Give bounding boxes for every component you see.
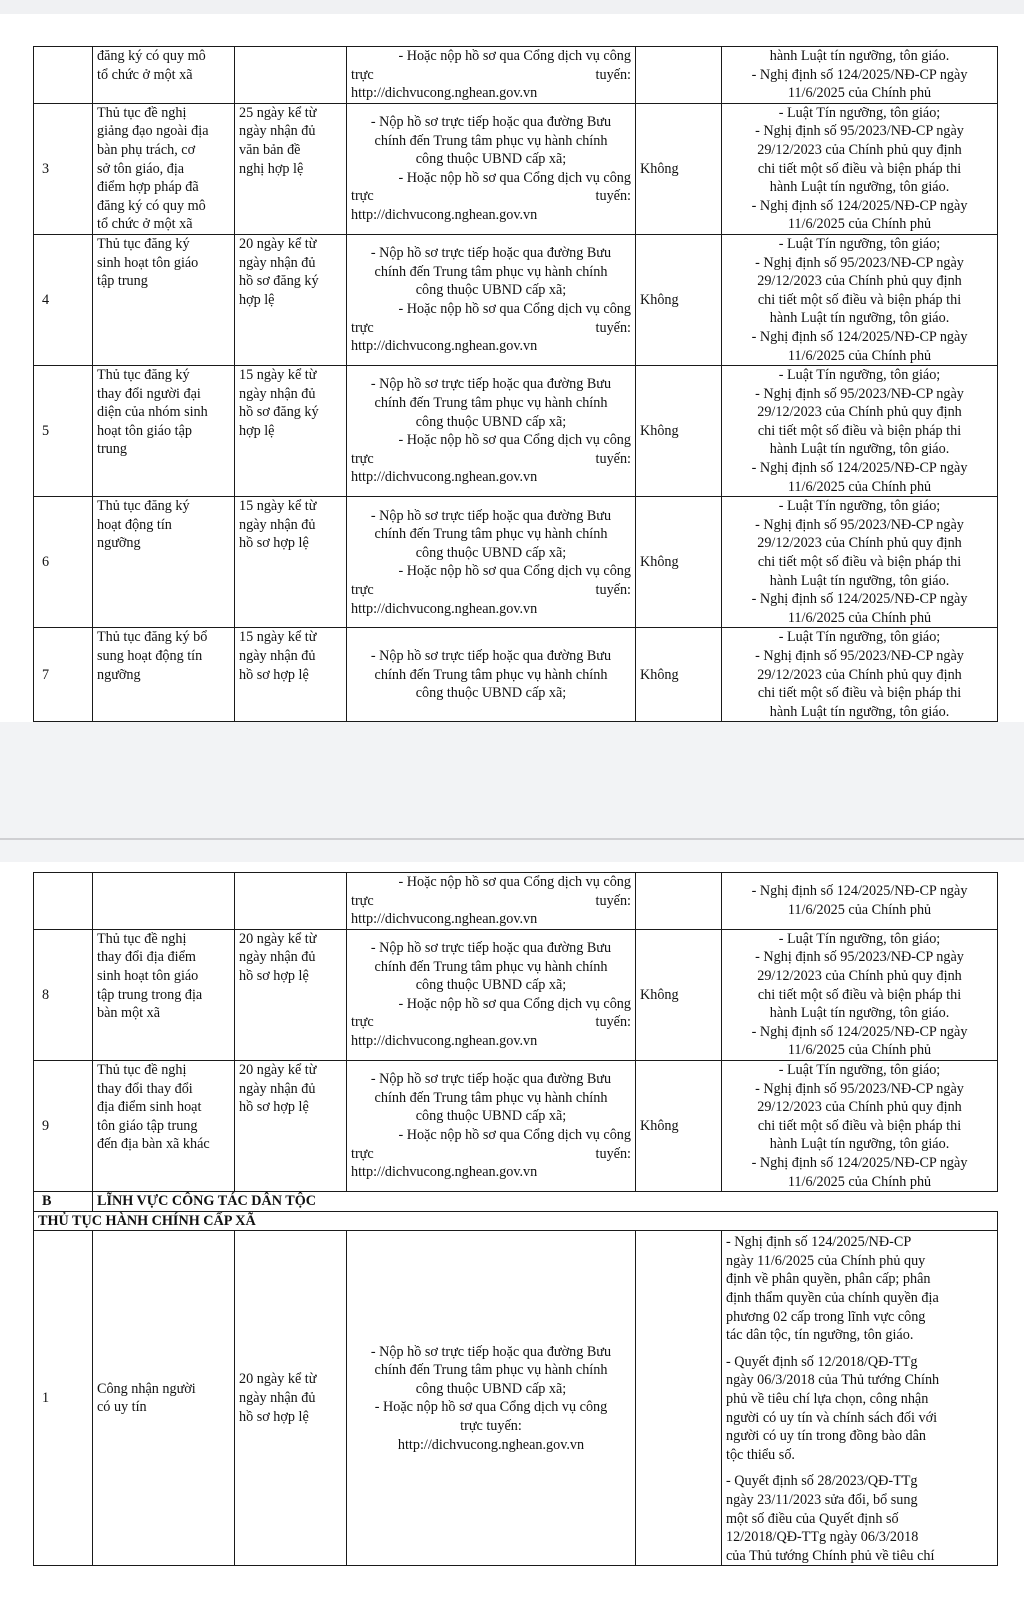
text-line: hợp lệ xyxy=(239,422,275,439)
text-line: hành Luật tín ngưỡng, tôn giáo. xyxy=(769,441,950,458)
submission-method xyxy=(347,929,636,1060)
text-line: - Hoặc nộp hồ sơ qua Cổng dịch vụ công xyxy=(398,432,631,449)
legal-basis xyxy=(722,873,998,930)
text-line: 11/6/2025 của Chính phủ xyxy=(787,216,932,233)
fee: Không xyxy=(636,103,722,234)
text-word: tuyến: xyxy=(595,319,631,336)
text-line: 29/12/2023 của Chính phủ quy định xyxy=(757,273,962,290)
text-line: công thuộc UBND cấp xã; xyxy=(415,282,567,299)
text-word: trực xyxy=(351,188,374,205)
text-line: ngày nhận đủ xyxy=(239,648,316,664)
text-line: 11/6/2025 của Chính phủ xyxy=(787,478,932,495)
text-line: địa điểm sinh hoạt xyxy=(97,1099,202,1116)
procedure-name xyxy=(93,1231,235,1566)
processing-time xyxy=(235,234,347,365)
text-line: - Luật Tín ngưỡng, tôn giáo; xyxy=(778,1061,941,1078)
text-line: chính đến Trung tâm phục vụ hành chính xyxy=(374,263,608,280)
row-number: 9 xyxy=(34,1060,93,1191)
portal-link[interactable]: http://dichvucong.nghean.gov.vn xyxy=(397,1436,585,1453)
procedure-name xyxy=(93,1060,235,1191)
text-line: 11/6/2025 của Chính phủ xyxy=(787,85,932,102)
text-line: - Nộp hồ sơ trực tiếp hoặc qua đường Bưu xyxy=(370,1071,612,1088)
text-line: hồ sơ đăng ký xyxy=(239,273,319,290)
justified-line xyxy=(351,581,631,600)
text-line: Thủ tục đăng ký xyxy=(97,498,190,515)
legal-paragraph xyxy=(726,1353,993,1465)
text-line: Thủ tục đề nghị xyxy=(97,1061,187,1078)
fee: Không xyxy=(636,929,722,1060)
text-line: giảng đạo ngoài địa xyxy=(97,123,209,140)
justified-line xyxy=(351,187,631,206)
text-line: ngày nhận đủ xyxy=(239,385,316,402)
text-line: - Nghị định số 124/2025/NĐ-CP ngày xyxy=(751,197,968,214)
procedure-name xyxy=(93,234,235,365)
text-line: 11/6/2025 của Chính phủ xyxy=(787,1042,932,1059)
procedure-table-page-1 xyxy=(33,46,998,722)
submission-method xyxy=(347,1060,636,1191)
text-line: công thuộc UBND cấp xã; xyxy=(415,1108,567,1125)
text-line: hành Luật tín ngưỡng, tôn giáo. xyxy=(769,48,950,64)
text-line: - Nghị định số 95/2023/NĐ-CP ngày xyxy=(755,385,964,402)
procedure-row xyxy=(34,628,998,722)
text-line: đăng ký có quy mô xyxy=(97,48,206,64)
processing-time xyxy=(235,47,347,104)
row-number: 6 xyxy=(34,497,93,628)
text-line: - Nghị định số 95/2023/NĐ-CP ngày xyxy=(755,949,964,966)
legal-paragraph xyxy=(726,1233,993,1345)
text-line: - Nộp hồ sơ trực tiếp hoặc qua đường Bưu xyxy=(370,376,612,393)
text-line: thay đổi địa điểm xyxy=(97,949,196,966)
text-line: trực tuyến: xyxy=(460,1417,522,1434)
procedure-name xyxy=(93,366,235,497)
row-number: 8 xyxy=(34,929,93,1060)
text-line: ngày 11/6/2025 của Chính phủ quy xyxy=(726,1252,926,1269)
subsection-title: THỦ TỤC HÀNH CHÍNH CẤP XÃ xyxy=(34,1211,998,1231)
row-number xyxy=(34,873,93,930)
text-line: bàn một xã xyxy=(97,1005,161,1022)
text-line: - Nghị định số 124/2025/NĐ-CP ngày xyxy=(751,1154,968,1171)
fee xyxy=(636,47,722,104)
portal-link[interactable]: http://dichvucong.nghean.gov.vn xyxy=(351,1164,538,1181)
legal-basis xyxy=(722,47,998,104)
text-line: - Nộp hồ sơ trực tiếp hoặc qua đường Bưu xyxy=(370,245,612,262)
text-line: trung xyxy=(97,441,127,458)
text-line: công thuộc UBND cấp xã; xyxy=(415,977,567,994)
fee xyxy=(636,873,722,930)
text-word: trực xyxy=(351,892,374,909)
text-line: chính đến Trung tâm phục vụ hành chính xyxy=(374,1362,608,1379)
text-line: 29/12/2023 của Chính phủ quy định xyxy=(757,141,962,158)
processing-time xyxy=(235,1060,347,1191)
text-line: có uy tín xyxy=(97,1399,147,1416)
justified-line xyxy=(351,450,631,469)
text-line: một số điều của Quyết định số xyxy=(726,1510,899,1527)
text-line: công thuộc UBND cấp xã; xyxy=(415,413,567,430)
text-word: trực xyxy=(351,450,374,467)
text-line: chính đến Trung tâm phục vụ hành chính xyxy=(374,958,608,975)
text-word: trực xyxy=(351,1145,374,1162)
text-line: - Nghị định số 124/2025/NĐ-CP ngày xyxy=(751,1023,968,1040)
row-number xyxy=(34,47,93,104)
text-line: - Hoặc nộp hồ sơ qua Cổng dịch vụ công xyxy=(398,563,631,580)
text-line: Thủ tục đăng ký xyxy=(97,235,190,252)
text-line: chi tiết một số điều và biện pháp thi xyxy=(757,1117,962,1134)
text-line: Thủ tục đăng ký xyxy=(97,367,190,384)
text-line: - Quyết định số 12/2018/QĐ-TTg xyxy=(726,1353,918,1370)
text-line: định về phân quyền, phân cấp; phân xyxy=(726,1271,931,1288)
text-line: - Nghị định số 124/2025/NĐ-CP ngày xyxy=(751,460,968,477)
submission-method xyxy=(347,497,636,628)
portal-link[interactable]: http://dichvucong.nghean.gov.vn xyxy=(351,338,538,355)
text-line: - Nộp hồ sơ trực tiếp hoặc qua đường Bưu xyxy=(370,507,612,524)
page-separator xyxy=(0,838,1024,840)
text-line: 11/6/2025 của Chính phủ xyxy=(787,1173,932,1190)
text-line: tập trung xyxy=(97,273,148,290)
text-line: ngày nhận đủ xyxy=(239,949,316,966)
text-line: ngưỡng xyxy=(97,535,141,552)
text-line: - Nộp hồ sơ trực tiếp hoặc qua đường Bưu xyxy=(370,1343,612,1360)
text-line: chi tiết một số điều và biện pháp thi xyxy=(757,554,962,571)
procedure-table-page-2 xyxy=(33,872,998,1566)
text-line: - Nghị định số 124/2025/NĐ-CP ngày xyxy=(751,328,968,345)
portal-link[interactable]: http://dichvucong.nghean.gov.vn xyxy=(351,1033,538,1050)
text-line: ngày 23/11/2023 sửa đổi, bổ sung xyxy=(726,1492,918,1508)
text-line: 15 ngày kể từ xyxy=(239,629,317,646)
text-line: - Nghị định số 95/2023/NĐ-CP ngày xyxy=(755,254,964,271)
processing-time xyxy=(235,103,347,234)
text-line: tác dân tộc, tín ngưỡng, tôn giáo. xyxy=(726,1327,914,1344)
subsection-row xyxy=(34,1211,998,1231)
submission-method xyxy=(347,234,636,365)
text-line: - Nghị định số 95/2023/NĐ-CP ngày xyxy=(755,123,964,140)
text-line: - Nghị định số 124/2025/NĐ-CP xyxy=(726,1234,912,1251)
portal-link[interactable]: http://dichvucong.nghean.gov.vn xyxy=(351,911,538,928)
procedure-row xyxy=(34,103,998,234)
text-line: 29/12/2023 của Chính phủ quy định xyxy=(757,666,962,683)
procedure-name xyxy=(93,497,235,628)
text-line: Công nhận người xyxy=(97,1380,196,1397)
text-line: 29/12/2023 của Chính phủ quy định xyxy=(757,967,962,984)
procedure-row xyxy=(34,497,998,628)
procedure-row xyxy=(34,873,998,930)
text-line: - Nghị định số 124/2025/NĐ-CP ngày xyxy=(751,66,968,83)
procedure-name xyxy=(93,628,235,722)
fee xyxy=(636,1231,722,1566)
procedure-name xyxy=(93,929,235,1060)
text-line: 20 ngày kể từ xyxy=(239,1061,317,1078)
justified-line xyxy=(351,319,631,338)
text-line: - Nghị định số 95/2023/NĐ-CP ngày xyxy=(755,648,964,664)
text-line: 15 ngày kể từ xyxy=(239,498,317,515)
text-line: - Luật Tín ngưỡng, tôn giáo; xyxy=(778,930,941,947)
procedure-row xyxy=(34,47,998,104)
text-line: sở tôn giáo, địa xyxy=(97,160,185,177)
text-line: tổ chức ở một xã xyxy=(97,216,193,233)
text-line: - Hoặc nộp hồ sơ qua Cổng dịch vụ công xyxy=(398,874,631,890)
text-line: sung hoạt động tín xyxy=(97,648,203,664)
text-line: công thuộc UBND cấp xã; xyxy=(415,544,567,561)
text-line: hồ sơ hợp lệ xyxy=(239,535,309,552)
text-line: văn bản đề xyxy=(239,141,301,158)
legal-basis xyxy=(722,1060,998,1191)
text-line: 11/6/2025 của Chính phủ xyxy=(787,901,932,918)
text-line: 20 ngày kể từ xyxy=(239,930,317,947)
submission-method xyxy=(347,47,636,104)
text-line: - Hoặc nộp hồ sơ qua Cổng dịch vụ công xyxy=(398,1127,631,1144)
text-word: tuyến: xyxy=(595,1145,631,1162)
text-line: phương 02 cấp trong lĩnh vực công xyxy=(726,1308,926,1325)
text-line: người có uy tín trong đồng bào dân xyxy=(726,1428,926,1445)
portal-link[interactable]: http://dichvucong.nghean.gov.vn xyxy=(351,600,538,617)
legal-basis xyxy=(722,1231,998,1566)
processing-time xyxy=(235,929,347,1060)
page-gap xyxy=(0,722,1024,862)
processing-time xyxy=(235,1231,347,1566)
text-line: thay đổi người đại xyxy=(97,385,201,402)
text-line: hành Luật tín ngưỡng, tôn giáo. xyxy=(769,179,950,196)
text-word: tuyến: xyxy=(595,581,631,598)
procedure-name xyxy=(93,47,235,104)
text-line: chính đến Trung tâm phục vụ hành chính xyxy=(374,132,608,149)
page-top-margin xyxy=(0,0,1024,14)
row-number: 3 xyxy=(34,103,93,234)
row-number: 7 xyxy=(34,628,93,722)
text-line: chi tiết một số điều và biện pháp thi xyxy=(757,160,962,177)
fee: Không xyxy=(636,497,722,628)
text-line: - Nghị định số 95/2023/NĐ-CP ngày xyxy=(755,516,964,533)
text-line: công thuộc UBND cấp xã; xyxy=(415,685,567,702)
text-line: 25 ngày kể từ xyxy=(239,104,317,121)
text-line: thay đổi thay đổi xyxy=(97,1080,193,1097)
text-line: đăng ký có quy mô xyxy=(97,197,206,214)
justified-line xyxy=(351,66,631,85)
procedure-row xyxy=(34,1231,998,1566)
text-word: trực xyxy=(351,581,374,598)
text-line: của Thủ tướng Chính phủ về tiêu chí xyxy=(726,1547,935,1564)
text-word: trực xyxy=(351,1014,374,1031)
text-line: chi tiết một số điều và biện pháp thi xyxy=(757,986,962,1003)
text-line: sinh hoạt tôn giáo xyxy=(97,254,199,271)
text-line: - Luật Tín ngưỡng, tôn giáo; xyxy=(778,235,941,252)
fee: Không xyxy=(636,366,722,497)
text-line: chính đến Trung tâm phục vụ hành chính xyxy=(374,394,608,411)
processing-time xyxy=(235,497,347,628)
justified-line xyxy=(351,892,631,911)
text-line: - Hoặc nộp hồ sơ qua Cổng dịch vụ công xyxy=(398,48,631,64)
fee: Không xyxy=(636,234,722,365)
text-line: - Nộp hồ sơ trực tiếp hoặc qua đường Bưu xyxy=(370,114,612,131)
text-line: hành Luật tín ngưỡng, tôn giáo. xyxy=(769,703,950,720)
text-line: - Luật Tín ngưỡng, tôn giáo; xyxy=(778,498,941,515)
text-line: - Nghị định số 124/2025/NĐ-CP ngày xyxy=(751,591,968,608)
processing-time xyxy=(235,628,347,722)
text-line: ngày nhận đủ xyxy=(239,254,316,271)
text-line: điểm hợp pháp đã xyxy=(97,179,199,196)
section-label: B xyxy=(34,1192,93,1212)
row-number: 5 xyxy=(34,366,93,497)
text-line: tôn giáo tập trung xyxy=(97,1117,198,1134)
procedure-row xyxy=(34,929,998,1060)
text-line: hành Luật tín ngưỡng, tôn giáo. xyxy=(769,572,950,589)
text-line: ngày nhận đủ xyxy=(239,123,316,140)
text-line: định thẩm quyền của chính quyền địa xyxy=(726,1290,939,1307)
text-word: tuyến: xyxy=(595,66,631,83)
text-line: 12/2018/QĐ-TTg ngày 06/3/2018 xyxy=(726,1529,919,1546)
text-line: nghị hợp lệ xyxy=(239,160,304,177)
text-line: - Quyết định số 28/2023/QĐ-TTg xyxy=(726,1473,918,1490)
legal-paragraph xyxy=(726,1472,993,1565)
submission-method xyxy=(347,1231,636,1566)
text-line: 29/12/2023 của Chính phủ quy định xyxy=(757,1099,962,1116)
text-line: tổ chức ở một xã xyxy=(97,66,193,83)
legal-basis xyxy=(722,929,998,1060)
text-word: trực xyxy=(351,319,374,336)
text-line: tập trung trong địa xyxy=(97,986,203,1003)
text-line: hồ sơ đăng ký xyxy=(239,404,319,421)
text-line: 15 ngày kể từ xyxy=(239,367,317,384)
text-line: công thuộc UBND cấp xã; xyxy=(415,151,567,168)
text-line: chính đến Trung tâm phục vụ hành chính xyxy=(374,1089,608,1106)
processing-time xyxy=(235,366,347,497)
text-line: đến địa bàn xã khác xyxy=(97,1136,210,1153)
text-line: hoạt tôn giáo tập xyxy=(97,422,192,439)
text-line: - Hoặc nộp hồ sơ qua Cổng dịch vụ công xyxy=(398,301,631,318)
processing-time xyxy=(235,873,347,930)
portal-link[interactable]: http://dichvucong.nghean.gov.vn xyxy=(351,207,538,224)
text-line: 11/6/2025 của Chính phủ xyxy=(787,609,932,626)
text-word: trực xyxy=(351,66,374,83)
text-line: ngày nhận đủ xyxy=(239,516,316,533)
text-line: - Hoặc nộp hồ sơ qua Cổng dịch vụ công xyxy=(374,1399,608,1416)
procedure-row xyxy=(34,234,998,365)
justified-line xyxy=(351,1013,631,1032)
fee: Không xyxy=(636,628,722,722)
text-line: phủ về tiêu chí lựa chọn, công nhận xyxy=(726,1391,929,1408)
text-line: hồ sơ hợp lệ xyxy=(239,1408,309,1425)
page-2-table-container xyxy=(33,872,997,1566)
text-line: sinh hoạt tôn giáo xyxy=(97,967,199,984)
procedure-name xyxy=(93,873,235,930)
text-line: hành Luật tín ngưỡng, tôn giáo. xyxy=(769,1005,950,1022)
text-line: - Nộp hồ sơ trực tiếp hoặc qua đường Bưu xyxy=(370,940,612,957)
text-line: 11/6/2025 của Chính phủ xyxy=(787,347,932,364)
submission-method xyxy=(347,103,636,234)
text-line: chi tiết một số điều và biện pháp thi xyxy=(757,685,962,702)
row-number: 4 xyxy=(34,234,93,365)
text-line: chi tiết một số điều và biện pháp thi xyxy=(757,291,962,308)
text-line: Thủ tục đề nghị xyxy=(97,104,187,121)
text-line: hồ sơ hợp lệ xyxy=(239,967,309,984)
legal-basis xyxy=(722,234,998,365)
text-line: hoạt động tín xyxy=(97,516,172,533)
submission-method xyxy=(347,873,636,930)
submission-method xyxy=(347,366,636,497)
text-line: hợp lệ xyxy=(239,291,275,308)
text-line: - Luật Tín ngưỡng, tôn giáo; xyxy=(778,104,941,121)
submission-method xyxy=(347,628,636,722)
section-b-row xyxy=(34,1192,998,1212)
legal-basis xyxy=(722,628,998,722)
text-line: hành Luật tín ngưỡng, tôn giáo. xyxy=(769,310,950,327)
text-line: Thủ tục đề nghị xyxy=(97,930,187,947)
text-word: tuyến: xyxy=(595,892,631,909)
text-word: tuyến: xyxy=(595,450,631,467)
page-1-table-container xyxy=(33,46,997,722)
text-line: chính đến Trung tâm phục vụ hành chính xyxy=(374,526,608,543)
justified-line xyxy=(351,1145,631,1164)
text-line: - Nghị định số 95/2023/NĐ-CP ngày xyxy=(755,1080,964,1097)
text-line: bàn phụ trách, cơ xyxy=(97,141,196,158)
text-line: - Luật Tín ngưỡng, tôn giáo; xyxy=(778,367,941,384)
text-line: chính đến Trung tâm phục vụ hành chính xyxy=(374,666,608,683)
text-line: - Hoặc nộp hồ sơ qua Cổng dịch vụ công xyxy=(398,169,631,186)
text-line: ngày 06/3/2018 của Thủ tướng Chính xyxy=(726,1372,940,1389)
text-line: người có uy tín và chính sách đối với xyxy=(726,1409,938,1426)
procedure-row xyxy=(34,366,998,497)
text-line: - Nghị định số 124/2025/NĐ-CP ngày xyxy=(751,883,968,900)
row-number: 1 xyxy=(34,1231,93,1566)
legal-basis xyxy=(722,497,998,628)
text-line: Thủ tục đăng ký bổ xyxy=(97,629,208,646)
text-line: 29/12/2023 của Chính phủ quy định xyxy=(757,404,962,421)
procedure-row xyxy=(34,1060,998,1191)
text-line: - Hoặc nộp hồ sơ qua Cổng dịch vụ công xyxy=(398,995,631,1012)
text-line: ngày nhận đủ xyxy=(239,1390,316,1407)
legal-basis xyxy=(722,366,998,497)
text-word: tuyến: xyxy=(595,1014,631,1031)
procedure-name xyxy=(93,103,235,234)
section-title: LĨNH VỰC CÔNG TÁC DÂN TỘC xyxy=(93,1192,998,1212)
text-line: tộc thiểu số. xyxy=(726,1446,795,1463)
text-line: diện của nhóm sinh xyxy=(97,404,208,421)
text-line: 20 ngày kể từ xyxy=(239,1371,317,1388)
text-line: - Nộp hồ sơ trực tiếp hoặc qua đường Bưu xyxy=(370,648,612,664)
text-line: ngày nhận đủ xyxy=(239,1080,316,1097)
text-line: 29/12/2023 của Chính phủ quy định xyxy=(757,535,962,552)
portal-link[interactable]: http://dichvucong.nghean.gov.vn xyxy=(351,469,538,486)
text-word: tuyến: xyxy=(595,188,631,205)
text-line: hành Luật tín ngưỡng, tôn giáo. xyxy=(769,1136,950,1153)
legal-basis xyxy=(722,103,998,234)
fee: Không xyxy=(636,1060,722,1191)
text-line: chi tiết một số điều và biện pháp thi xyxy=(757,422,962,439)
text-line: hồ sơ hợp lệ xyxy=(239,1099,309,1116)
text-line: hồ sơ hợp lệ xyxy=(239,666,309,683)
text-line: ngưỡng xyxy=(97,666,141,683)
text-line: công thuộc UBND cấp xã; xyxy=(415,1380,567,1397)
portal-link[interactable]: http://dichvucong.nghean.gov.vn xyxy=(351,85,538,102)
text-line: - Luật Tín ngưỡng, tôn giáo; xyxy=(778,629,941,646)
text-line: 20 ngày kể từ xyxy=(239,235,317,252)
